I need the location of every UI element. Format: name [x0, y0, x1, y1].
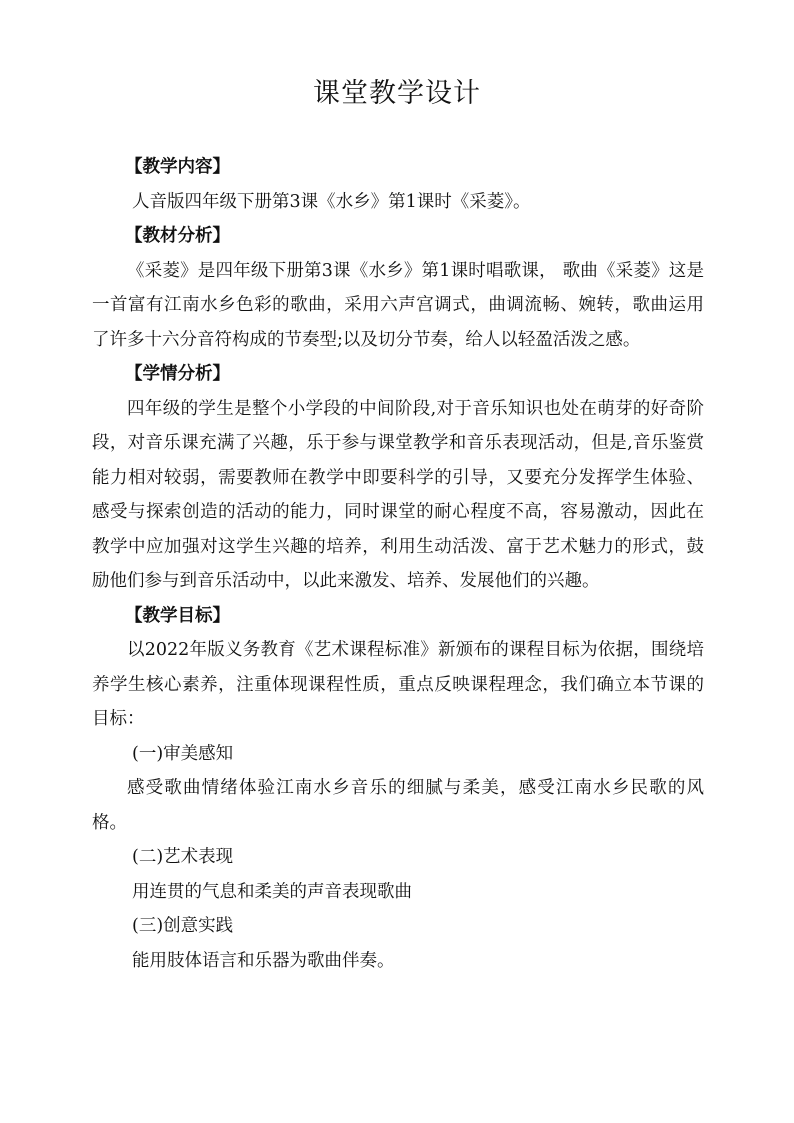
- section-heading-material-analysis: 【教材分析】: [125, 226, 230, 246]
- section-heading-student-analysis: 【学情分析】: [125, 364, 230, 384]
- goal-label-aesthetic-perception: (一)审美感知: [132, 743, 234, 764]
- section-heading-teaching-goals: 【教学目标】: [125, 605, 230, 626]
- goal-text-creative-practice: 能用肢体语言和乐器为歌曲伴奏。: [132, 950, 395, 971]
- document-body: [92, 150, 704, 978]
- document-title: 课堂教学设计: [313, 78, 481, 109]
- material-analysis-text: 《采菱》是四年级下册第3课《水乡》第1课时唱歌课， 歌曲《采菱》这是一首富有江南水乡色彩的歌曲，采用六声宫调式，曲调流畅、婉转，歌曲运用了许多十六分音符构成的节奏型;以及切分节奏，给人以轻盈活泼之感。: [92, 260, 704, 350]
- section-heading-teaching-content: 【教学内容】: [125, 157, 230, 177]
- student-analysis-text: 四年级的学生是整个小学段的中间阶段,对于音乐知识也处在萌芽的好奇阶段，对音乐课充满了兴趣，乐于参与课堂教学和音乐表现活动，但是,音乐鉴赏能力相对较弱，需要教师在教学中即要科学的引导，又要充分发挥学生体验、感受与探索创造的活动的能力，同时课堂的耐心程度不高，容易激动，因此在教学中应加强对这学生兴趣的培养，利用生动活泼、富于艺术魅力的形式，鼓励他们参与到音乐活动中，以此来激发、培养、发展他们的兴趣。: [92, 398, 704, 591]
- goal-text-artistic-expression: 用连贯的气息和柔美的声音表现歌曲: [132, 881, 412, 902]
- goal-label-artistic-expression: (二)艺术表现: [132, 847, 234, 867]
- goal-text-aesthetic-perception: 感受歌曲情绪体验江南水乡音乐的细腻与柔美，感受江南水乡民歌的风格。: [92, 778, 704, 833]
- teaching-goals-intro: 以2022年版义务教育《艺术课程标准》新颁布的课程目标为依据，围绕培养学生核心素养，注重体现课程性质，重点反映课程理念，我们确立本节课的目标：: [92, 640, 704, 729]
- goal-label-creative-practice: (三)创意实践: [132, 916, 234, 936]
- teaching-content-text: 人音版四年级下册第3课《水乡》第1课时《采菱》。: [132, 191, 531, 212]
